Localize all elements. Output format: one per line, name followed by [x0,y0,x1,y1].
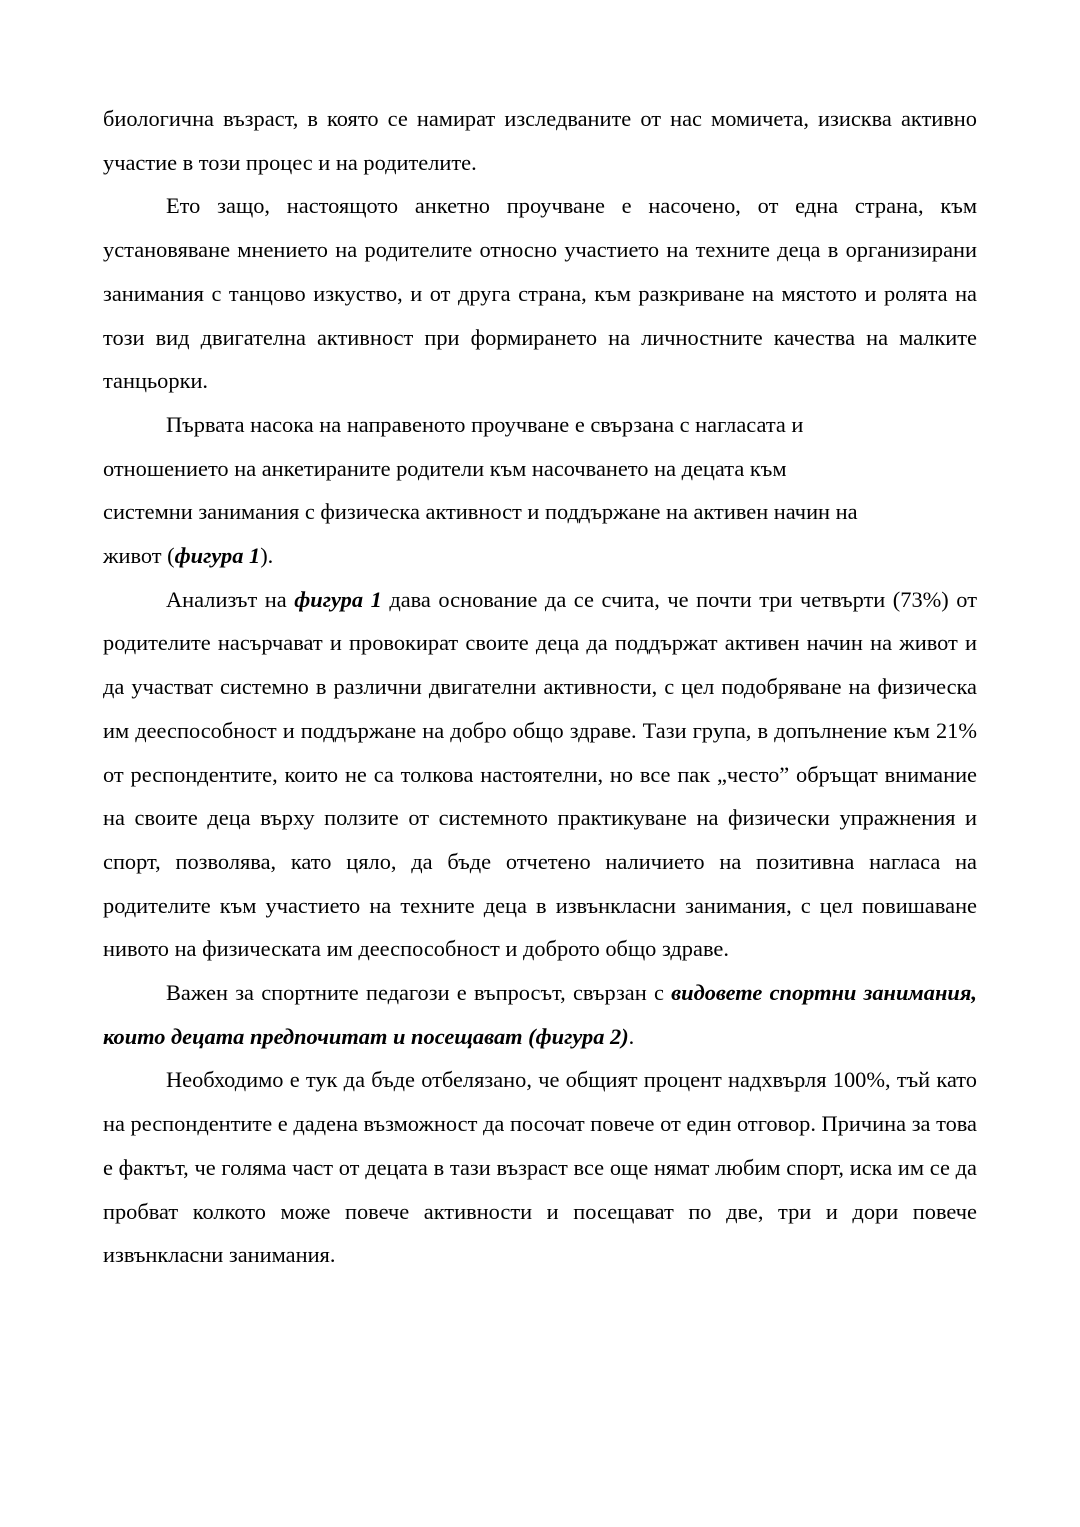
paragraph-text: . [628,1023,635,1049]
line-text: отношението на анкетираните родители към насочването на децата към [103,455,787,481]
paragraph-sport-types [103,971,977,1058]
paragraph-text: Ето защо, настоящото анкетно проучване е насочено, от една страна, към установяване мнението на родителите относно участието на техните деца в организирани занимания с танцово изкуство, и от друга страна, към разкриване на мястото и ролята на този вид двигателна активност при формирането на личностните качества на малките танцьорки. [103,193,977,394]
paragraph-figure1-analysis [103,578,977,971]
paragraph-text: Анализът на [166,586,295,612]
figure-reference: фигура 1 [294,586,382,612]
paragraph-survey-purpose [103,184,977,403]
line-text: системни занимания с физическа активност и поддържане на активен начин на [103,499,858,525]
emphasized-phrase: видовете спортни занимания, които децата предпочитат и посещават (фигура 2) [103,980,977,1049]
document-body [103,97,977,1277]
line-text: живот ( [103,543,175,569]
paragraph-percent-note [103,1058,977,1277]
paragraph-text: Важен за спортните педагози е въпросът, свързан с [166,980,672,1006]
line-text: Първата насока на направеното проучване е свързана с нагласата и [166,411,804,437]
paragraph-first-direction [103,403,977,578]
paragraph-continuation [103,97,977,184]
line-text: ). [260,543,274,569]
paragraph-text: дава основание да се счита, че почти три четвърти (73%) от родителите насърчават и провокират своите деца да поддържат активен начин на живот и да участват системно в различни двигателни активности, с цел подобряване на физическа им дееспособност и поддържане на добро общо здраве. Тази група, в допълнение към 21% от респондентите, които не са толкова настоятелни, но все пак „често” обръщат внимание на своите деца върху ползите от системното практикуване на физически упражнения и спорт, позволява, като цяло, да бъде отчетено наличието на позитивна нагласа на родителите към участието на техните деца в извънкласни занимания, с цел повишаване нивото на физическата им дееспособност и доброто общо здраве. [103,586,977,962]
figure-reference: фигура 1 [174,543,261,569]
paragraph-text: биологична възраст, в която се намират изследваните от нас момичета, изисква активно участие в този процес и на родителите. [103,106,977,175]
paragraph-text: Необходимо е тук да бъде отбелязано, че общият процент надхвърля 100%, тъй като на респондентите е дадена възможност да посочат повече от един отговор. Причина за това е фактът, че голяма част от децата в тази възраст все още нямат любим спорт, иска им се да пробват колкото може повече активности и посещават по две, три и дори повече извънкласни занимания. [103,1067,977,1268]
